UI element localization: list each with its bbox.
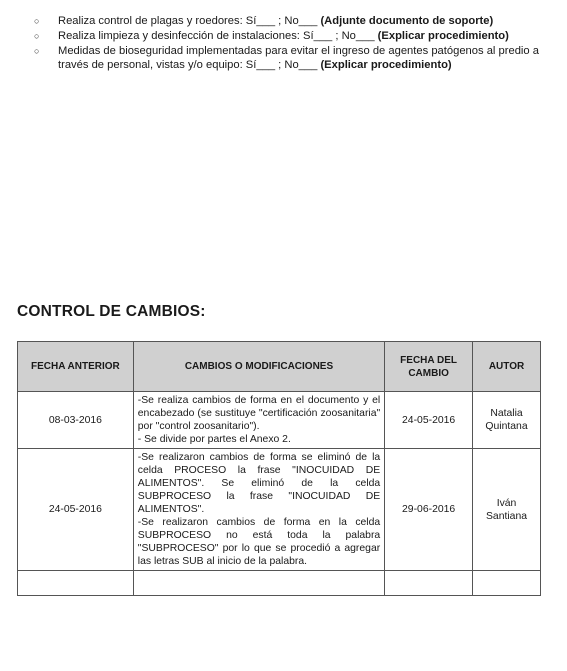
change-item: - Se divide por partes el Anexo 2. (137, 434, 291, 445)
prev-date-cell: 08-03-2016 (18, 392, 134, 449)
header-prev-date: FECHA ANTERIOR (18, 342, 134, 392)
circle-bullet-icon: ○ (34, 46, 40, 56)
bullet-list (34, 14, 539, 73)
table-row (18, 449, 541, 571)
bullet-item (34, 29, 539, 43)
changes-cell (133, 449, 384, 571)
bullet-note: (Explicar procedimiento) (320, 59, 452, 71)
empty-cell (385, 571, 473, 596)
author-cell: Iván Santiana (473, 449, 541, 571)
bullet-item (34, 14, 539, 28)
change-date-cell: 29-06-2016 (385, 449, 473, 571)
changes-cell (133, 392, 384, 449)
bullet-item (34, 44, 539, 72)
empty-cell (18, 571, 134, 596)
author-cell: Natalia Quintana (473, 392, 541, 449)
change-item: -Se realizaron cambios de forma se eliminó de la celda PROCESO la frase "INOCUIDAD DE ALIMENTOS". Se eliminó de la celda SUBPROCESO la frase "INOCUIDAD DE ALIMENTOS". (137, 452, 381, 515)
empty-cell (473, 571, 541, 596)
circle-bullet-icon: ○ (34, 16, 40, 26)
header-changes: CAMBIOS O MODIFICACIONES (133, 342, 384, 392)
header-change-date: FECHA DEL CAMBIO (385, 342, 473, 392)
change-item: -Se realizaron cambios de forma en la celda SUBPROCESO no está toda la palabra "SUBPROCESO" por lo que se procedió a agregar las letras SUB al inicio de la palabra. (137, 517, 381, 567)
section-title: CONTROL DE CAMBIOS: (17, 303, 206, 320)
bullet-note: (Explicar procedimiento) (377, 30, 509, 42)
table-row (18, 392, 541, 449)
change-item: -Se realiza cambios de forma en el documento y el encabezado (se sustituye "certificación zoosanitaria" por "control zoosanitario"). (137, 395, 381, 432)
bullet-text: Medidas de bioseguridad implementadas para evitar el ingreso de agentes patógenos al predio a través de personal, vistas y/o equipo: Sí___ ; No___ (58, 45, 539, 71)
empty-cell (133, 571, 384, 596)
bullet-note: (Adjunte documento de soporte) (320, 15, 494, 27)
change-control-table (17, 341, 541, 596)
table-header-row (18, 342, 541, 392)
bullet-text: Realiza control de plagas y roedores: Sí___ ; No___ (58, 15, 321, 27)
circle-bullet-icon: ○ (34, 31, 40, 41)
change-date-cell: 24-05-2016 (385, 392, 473, 449)
bullet-text: Realiza limpieza y desinfección de instalaciones: Sí___ ; No___ (58, 30, 378, 42)
prev-date-cell: 24-05-2016 (18, 449, 134, 571)
empty-table-row (18, 571, 541, 596)
header-author: AUTOR (473, 342, 541, 392)
